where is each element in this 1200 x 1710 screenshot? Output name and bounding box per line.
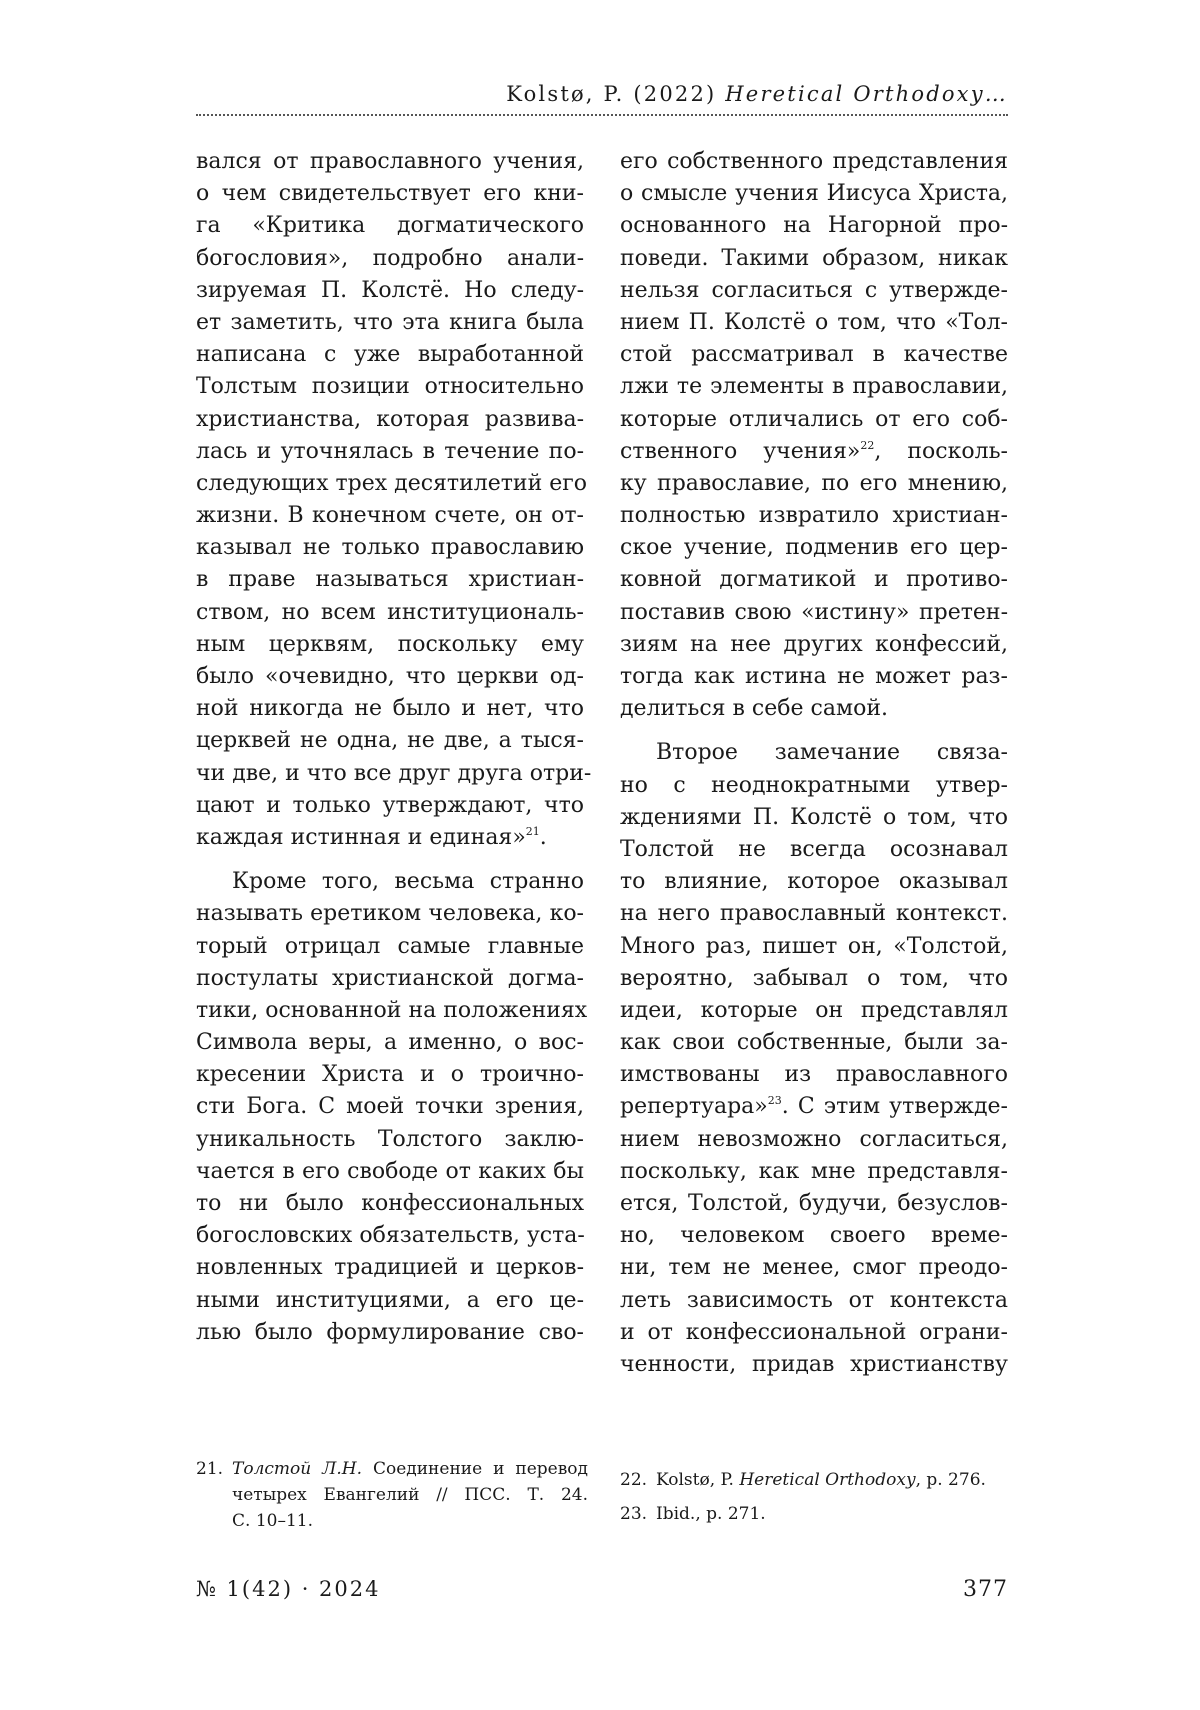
text-line: богословских обязательств, уста-	[196, 1223, 585, 1249]
text-line: но с неоднократными утвер-	[620, 772, 1008, 798]
text-line: полностью извратило христиан-	[620, 503, 1008, 529]
text-line: Много раз, пишет он, «Толстой,	[620, 933, 1008, 959]
footnote-author: Толстой Л.Н.	[232, 1459, 362, 1479]
text-line: ется, Толстой, будучи, безуслов-	[620, 1191, 1008, 1216]
text-line: каждая истинная и единая»$^{21}$.	[196, 824, 547, 850]
text-line: зируемая П. Колстё. Но следу-	[196, 277, 584, 303]
text-line: поставив свою «истину» претен-	[620, 599, 1008, 625]
left-text-column	[196, 146, 592, 1349]
text-line: ет заметить, что эта книга была	[196, 309, 584, 335]
text-line: новленных традицией и церков-	[196, 1255, 584, 1281]
text-line: нием П. Колстё о том, что «Тол-	[620, 309, 1008, 335]
text-line: и от конфессиональной ограни-	[620, 1319, 1008, 1345]
footnote-line: С. 10–11.	[232, 1511, 313, 1531]
running-head-author: Kolstø, P. (2022)	[506, 82, 726, 106]
text-line: ственного учения»$^{22}$, посколь-	[620, 438, 1008, 464]
text-line: но, человеком своего време-	[620, 1223, 1008, 1249]
text-line: богословия», подробно анали-	[196, 245, 584, 271]
text-line: Кроме того, весьма странно	[232, 869, 584, 895]
text-line: чается в его свободе от каких бы	[196, 1158, 584, 1184]
text-line: ной никогда не было и нет, что	[196, 696, 584, 722]
footnote-line: Толстой Л.Н. Соединение и перевод	[232, 1459, 588, 1479]
paragraph-gap	[620, 725, 1008, 737]
header-dotted-rule	[196, 114, 1008, 116]
text-line: в праве называться христиан-	[196, 567, 584, 593]
text-line: лась и уточнялась в течение по-	[196, 438, 584, 464]
footnote	[620, 1467, 1012, 1493]
text-line: га «Критика догматического	[196, 213, 584, 239]
text-line: называть еретиком человека, ко-	[196, 901, 584, 927]
text-line: ным церквям, поскольку ему	[196, 631, 584, 657]
text-line: о смысле учения Иисуса Христа,	[620, 181, 1008, 207]
text-line: ковной догматикой и противо-	[620, 567, 1008, 593]
text-line: ское учение, подменив его цер-	[620, 535, 1008, 561]
text-line: Второе замечание связа-	[656, 740, 1008, 766]
page-number: 377	[963, 1577, 1008, 1602]
text-line: делиться в себе самой.	[620, 696, 888, 722]
footnote-ref: 21	[525, 824, 540, 838]
text-line: репертуара»$^{23}$. С этим утвержде-	[620, 1094, 1008, 1120]
text-line: которые отличались от его соб-	[620, 406, 1008, 432]
footnote-text: Kolstø, P. Heretical Orthodoxy, p. 276.	[656, 1470, 986, 1490]
footnote-text: Ibid., p. 271.	[656, 1504, 766, 1524]
text-line: кресении Христа и о троично-	[196, 1062, 584, 1088]
text-line: лью было формулирование сво-	[196, 1319, 584, 1345]
running-head-title: Heretical Orthodoxy…	[725, 82, 1008, 106]
footnote-number: 21.	[196, 1459, 224, 1479]
text-line: цают и только утверждают, что	[196, 792, 584, 818]
right-text-column	[620, 146, 1008, 1381]
text-line: основанного на Нагорной про-	[620, 213, 1008, 239]
text-line: Толстым позиции относительно	[196, 374, 584, 400]
text-line: вероятно, забывал о том, что	[620, 965, 1008, 991]
text-line: сти Бога. С моей точки зрения,	[196, 1094, 584, 1120]
footnote-ref: 22	[860, 438, 875, 452]
text-line: нием невозможно согласиться,	[620, 1126, 1008, 1152]
footnote-line: четырех Евангелий // ПСС. Т. 24.	[232, 1485, 588, 1505]
text-line: ченности, придав христианству	[620, 1351, 1008, 1377]
text-line: лжи те элементы в православии,	[620, 374, 1008, 400]
text-line: ни, тем не менее, смог преодо-	[620, 1255, 1008, 1281]
text-line: леть зависимость от контекста	[620, 1287, 1008, 1313]
text-line: уникальность Толстого заклю-	[196, 1126, 584, 1152]
text-line: поскольку, как мне представля-	[620, 1158, 1008, 1184]
text-line: ными институциями, а его це-	[196, 1287, 584, 1313]
footnote-number: 22.	[620, 1470, 648, 1490]
text-line: было «очевидно, что церкви од-	[196, 664, 584, 689]
text-line: о чем свидетельствует его кни-	[196, 181, 584, 207]
footnote	[196, 1456, 588, 1534]
text-line: вался от православного учения,	[196, 149, 584, 174]
text-line: стой рассматривал в качестве	[620, 342, 1008, 368]
cited-title: Heretical Orthodoxy	[739, 1470, 916, 1490]
text-line: тики, основанной на положениях	[196, 997, 588, 1023]
text-line: как свои собственные, были за-	[620, 1030, 1008, 1056]
paragraph-gap	[196, 854, 584, 866]
text-line: христианства, которая развива-	[196, 406, 584, 432]
text-line: церквей не одна, не две, а тыся-	[196, 728, 584, 754]
text-line: его собственного представления	[620, 149, 1008, 174]
text-line: написана с уже выработанной	[196, 342, 584, 368]
text-line: Толстой не всегда осознавал	[620, 836, 1008, 862]
issue-number: № 1(42) · 2024	[196, 1577, 381, 1601]
text-line: торый отрицал самые главные	[196, 933, 584, 959]
text-line: постулаты христианской догма-	[196, 965, 584, 991]
text-line: чи две, и что все друг друга отри-	[196, 760, 592, 786]
text-line: казывал не только православию	[196, 535, 584, 561]
text-line: жизни. В конечном счете, он от-	[196, 503, 584, 529]
text-line: идеи, которые он представлял	[620, 997, 1008, 1023]
footnotes-right	[620, 1467, 1012, 1535]
text-line: имствованы из православного	[620, 1062, 1008, 1088]
text-line: Символа веры, а именно, о вос-	[196, 1030, 584, 1056]
footnotes-left	[196, 1456, 588, 1534]
text-line: ку православие, по его мнению,	[620, 470, 1008, 496]
text-line: на него православный контекст.	[620, 901, 1008, 927]
footnote-ref: 23	[767, 1094, 782, 1108]
text-line: нельзя согласиться с утвержде-	[620, 277, 1008, 303]
text-line: зиям на нее других конфессий,	[620, 631, 1008, 657]
text-line: ством, но всем институциональ-	[196, 599, 584, 625]
text-line: тогда как истина не может раз-	[620, 664, 1008, 689]
footnote-text	[232, 1456, 588, 1534]
text-line: то влияние, которое оказывал	[620, 869, 1008, 895]
text-line: то ни было конфессиональных	[196, 1191, 584, 1216]
footnote	[620, 1501, 1012, 1527]
text-line: поведи. Такими образом, никак	[620, 245, 1008, 271]
running-head	[196, 82, 1008, 106]
text-line: следующих трех десятилетий его	[196, 470, 588, 496]
text-line: ждениями П. Колстё о том, что	[620, 804, 1008, 830]
footnote-number: 23.	[620, 1504, 648, 1524]
